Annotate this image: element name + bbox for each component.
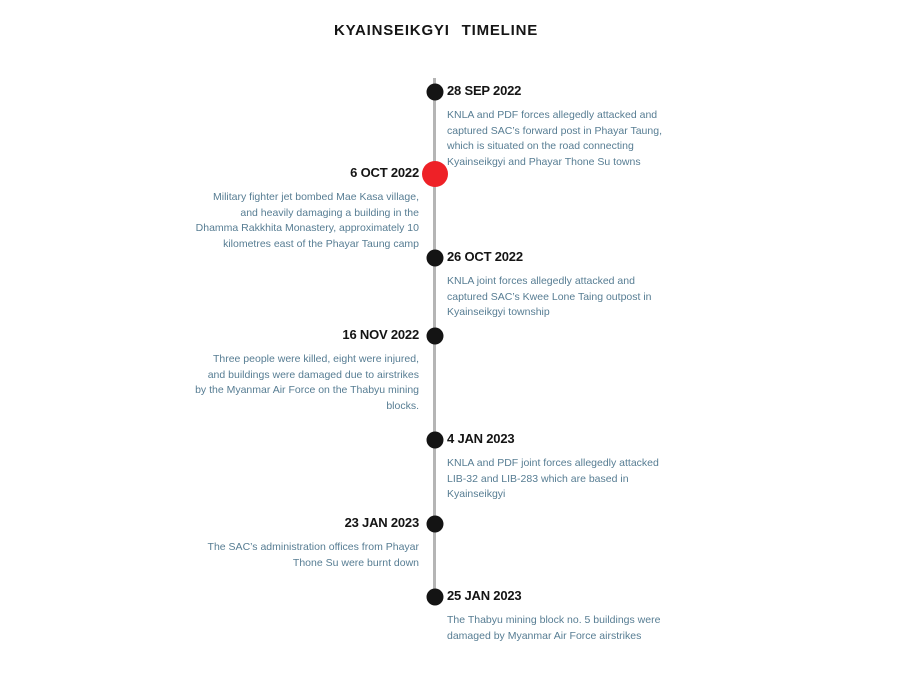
event-description: KNLA and PDF forces allegedly attacked and captured SAC’s forward post in Phayar Taung, which is situated on the road connecting Kyainseikgyi and Phayar Thone Su towns bbox=[447, 109, 662, 168]
event-description: Three people were killed, eight were injured, and buildings were damaged due to airstrikes by the Myanmar Air Force on the Thabyu mining blocks. bbox=[195, 353, 419, 412]
timeline-dot bbox=[427, 589, 444, 606]
timeline-dot bbox=[427, 84, 444, 101]
timeline-dot bbox=[427, 516, 444, 533]
event-content bbox=[195, 515, 419, 571]
event-description: Military fighter jet bombed Mae Kasa village, and heavily damaging a building in the Dhamma Rakkhita Monastery, approximately 10 kilometres east of the Phayar Taung camp bbox=[195, 191, 419, 250]
event-date: 6 OCT 2022 bbox=[350, 165, 419, 180]
event-date: 23 JAN 2023 bbox=[344, 515, 419, 530]
event-description: The SAC’s administration offices from Phayar Thone Su were burnt down bbox=[207, 541, 419, 569]
event-content bbox=[195, 165, 419, 252]
timeline-dot-highlighted bbox=[422, 161, 448, 187]
event-date: 25 JAN 2023 bbox=[447, 588, 522, 603]
page-title: KYAINSEIKGYI TIMELINE bbox=[333, 22, 539, 39]
event-description: The Thabyu mining block no. 5 buildings were damaged by Myanmar Air Force airstrikes bbox=[447, 614, 661, 642]
event-description: KNLA and PDF joint forces allegedly attacked LIB-32 and LIB-283 which are based in Kyainseikgyi bbox=[447, 457, 659, 500]
event-date: 26 OCT 2022 bbox=[447, 249, 523, 264]
event-content bbox=[195, 327, 419, 414]
event-content bbox=[447, 249, 667, 321]
timeline-dot bbox=[427, 432, 444, 449]
event-date: 28 SEP 2022 bbox=[447, 83, 522, 98]
event-date: 4 JAN 2023 bbox=[447, 431, 515, 446]
event-content bbox=[447, 431, 667, 503]
event-content bbox=[447, 83, 667, 170]
event-description: KNLA joint forces allegedly attacked and captured SAC’s Kwee Lone Taing outpost in Kyainseikgyi township bbox=[447, 275, 652, 318]
event-date: 16 NOV 2022 bbox=[342, 327, 419, 342]
timeline-dot bbox=[427, 328, 444, 345]
event-content bbox=[447, 588, 667, 644]
timeline-dot bbox=[427, 250, 444, 267]
